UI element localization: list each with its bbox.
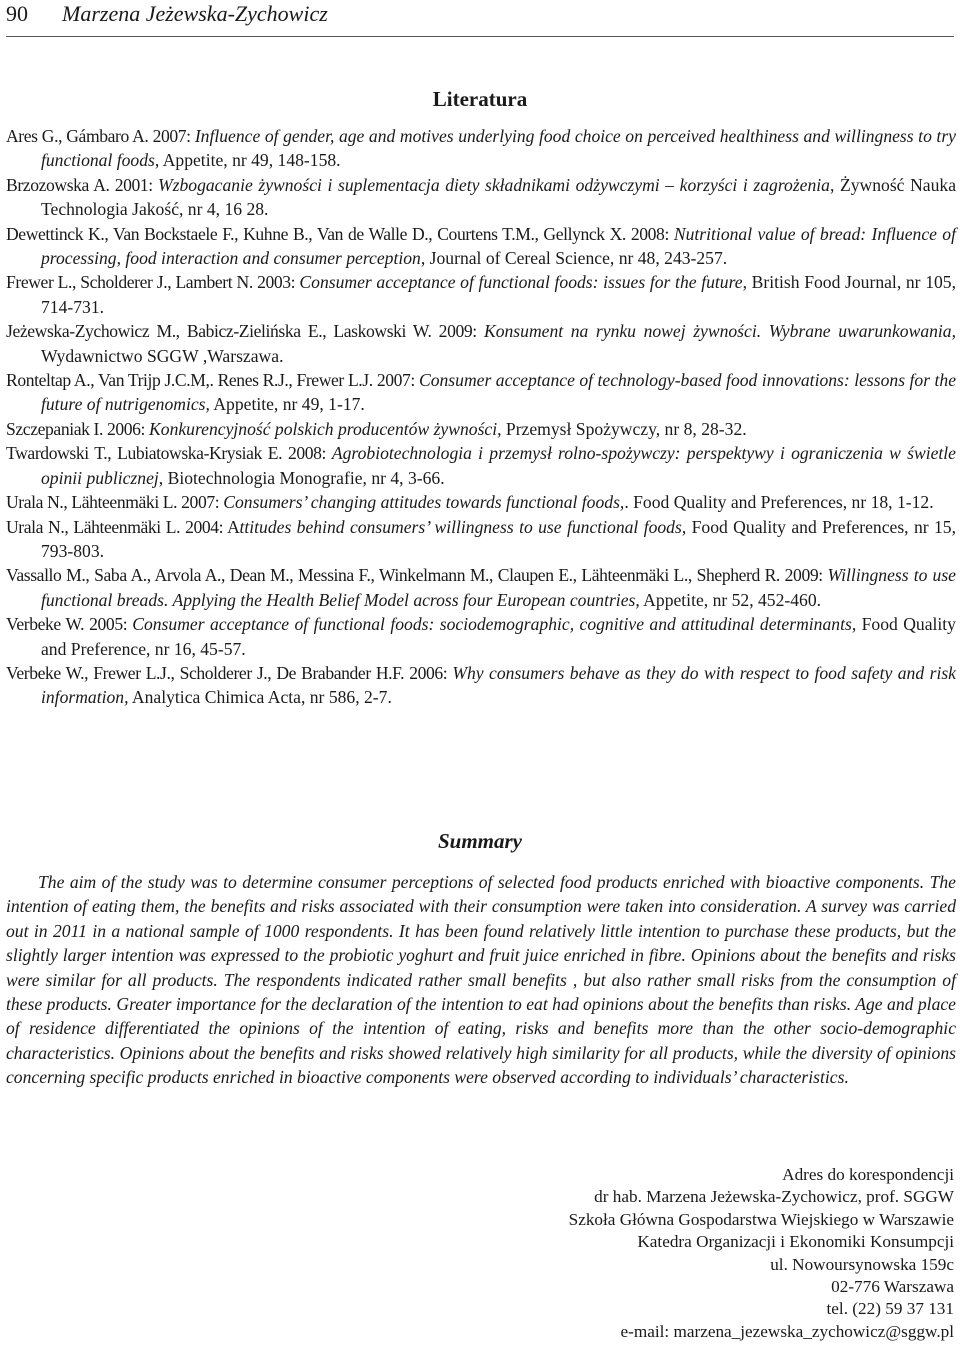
reference-title: Consumers’ changing attitudes towards functional foods, [223,492,625,513]
reference-source: , British Food Journal, nr 105, 714-731. [41,272,956,317]
summary-text: The aim of the study was to determine consumer perceptions of selected food products enriched with bioactive components. The intention of eating them, the benefits and risks associated with their consumption were taken into consideration. A survey was carried out in 2011 in a national sample of 1000 respondents. It has been found relatively little intention to purchase these products, but the slightly larger intention was expressed to the probiotic yoghurt and fruit juice enriched in fibre. Opinions about the benefits and risks were similar for all products. The respondents indicated rather small benefits , but also rather small risks from the consumption of these products. Greater importance for the declaration of the intention to eat had opinions about the benefits than risks. Age and place of residence differentiated the opinions of the intention of eating, risks and benefits more than the other socio-demographic characteristics. Opinions about the benefits and risks showed relatively high similarity for all products, while the diversity of opinions concerning specific products enriched in bioactive components were observed according to individuals’ characteristics. [6,872,956,1088]
reference-item [6,612,956,661]
address-author: dr hab. Marzena Jeżewska-Zychowicz, prof. SGGW [594,1187,954,1207]
reference-title: Influence of gender, age and motives underlying food choice on perceived healthiness and willingness to try functional foods [41,126,956,171]
reference-title: Konsument na rynku nowej żywności. Wybrane uwarunkowania, [483,321,957,342]
address-city: 02-776 Warszawa [831,1277,954,1297]
reference-item [6,661,956,710]
reference-item [6,563,956,612]
reference-authors: Ronteltap A., Van Trijp J.C.M,. Renes R.J., Frewer L.J. 2007: [6,370,419,391]
reference-list [6,124,956,710]
reference-title: Consumer acceptance of functional foods: issues for the future [299,272,743,293]
summary-heading: Summary [437,829,523,853]
reference-item [6,417,956,441]
reference-title: Agrobiotechnologia i przemysł rolno-spożywczy: perspektywy i ograniczenia w świetle opinii publicznej [41,443,956,488]
reference-item [6,368,956,417]
reference-authors: Urala N., Lähteenmäki L. 2007: [6,492,224,513]
address-department: Katedra Organizacji i Ekonomiki Konsumpcji [637,1232,954,1252]
reference-title: Consumer acceptance of functional foods: sociodemographic, cognitive and attitudinal determinants [132,614,852,635]
reference-source: , Biotechnologia Monografie, nr 4, 3-66. [158,467,445,488]
reference-title: Nutritional value of bread: Influence of processing, food interaction and consumer perception [41,223,956,269]
reference-source: , Food Quality and Preferences, nr 15, 793-803. [41,516,956,561]
reference-authors: Jeżewska-Zychowicz M., Babicz-Zielińska E., Laskowski W. 2009: [6,321,484,342]
literature-heading: Literatura [432,87,528,111]
reference-authors: Verbeke W., Frewer L.J., Scholderer J., De Brabander H.F. 2006: [6,662,453,683]
address-phone: tel. (22) 59 37 131 [826,1299,954,1319]
reference-source: , Appetite, nr 49, 148-158. [154,150,341,171]
header-divider [6,36,954,37]
reference-authors: Verbeke W. 2005: [6,614,133,635]
reference-item [6,124,956,173]
reference-authors: Urala N., Lähteenmäki L. 2004: A [6,516,240,537]
reference-source: , Journal of Cereal Science, nr 48, 243-257. [420,248,728,269]
reference-source: Appetite, nr 49, 1-17. [209,394,365,415]
reference-item [6,270,956,319]
address-street: ul. Nowoursynowska 159c [770,1254,954,1274]
reference-item [6,515,956,564]
reference-source: , Żywność Nauka Technologia Jakość, nr 4, 16 28. [41,174,956,220]
reference-item [6,441,956,490]
reference-title: Wzbogacanie żywności i suplementacja diety składnikami odżywczymi – korzyści i zagrożenia [157,174,830,195]
address-email: e-mail: marzena_jezewska_zychowicz@sggw.pl [620,1321,954,1341]
reference-authors: Twardowski T., Lubiatowska-Krysiak E. 2008: [6,443,332,464]
reference-title: Willingness to use functional breads. Applying the Health Belief Model across four European countries [41,565,956,610]
correspondence-address [394,1164,954,1343]
reference-source: . Food Quality and Preferences, nr 18, 1-12. [624,492,934,513]
reference-authors: Frewer L., Scholderer J., Lambert N. 2003: [6,272,300,293]
reference-title: Why consumers behave as they do with respect to food safety and risk information, [41,662,956,708]
reference-item [6,173,956,222]
reference-authors: Brzozowska A. 2001: [6,174,158,195]
running-header [0,0,960,37]
reference-item [6,222,956,271]
reference-title: ttitudes behind consumers’ willingness to use functional foods [239,516,682,537]
reference-item [6,490,956,514]
address-heading: Adres do korespondencji [782,1165,954,1184]
reference-source: Przemysł Spożywczy, nr 8, 28-32. [501,418,747,439]
reference-authors: Vassallo M., Saba A., Arvola A., Dean M., Messina F., Winkelmann M., Claupen E., Lähteenmäki L., Shepherd R. 2009: [6,565,828,586]
reference-authors: Ares G., Gámbaro A. 2007: [6,126,195,146]
reference-source: , Food Quality and Preference, nr 16, 45-57. [41,614,956,659]
reference-source: Wydawnictwo SGGW ,Warszawa. [41,345,284,366]
reference-title: Konkurencyjność polskich producentów żywności, [149,418,502,439]
reference-authors: Dewettinck K., Van Bockstaele F., Kuhne B., Van de Walle D., Courtens T.M., Gellynck X. 2008: [6,223,674,244]
reference-title: Consumer acceptance of technology-based food innovations: lessons for the future of nutrigenomics, [41,370,957,415]
reference-source: , Appetite, nr 52, 452-460. [635,589,822,610]
page-number: 90 [6,1,28,26]
running-head-author: Marzena Jeżewska-Zychowicz [62,1,328,26]
address-university: Szkoła Główna Gospodarstwa Wiejskiego w Warszawie [568,1209,954,1229]
reference-source: Analytica Chimica Acta, nr 586, 2-7. [128,687,392,708]
reference-item [6,319,956,368]
reference-authors: Szczepaniak I. 2006: [6,418,150,439]
